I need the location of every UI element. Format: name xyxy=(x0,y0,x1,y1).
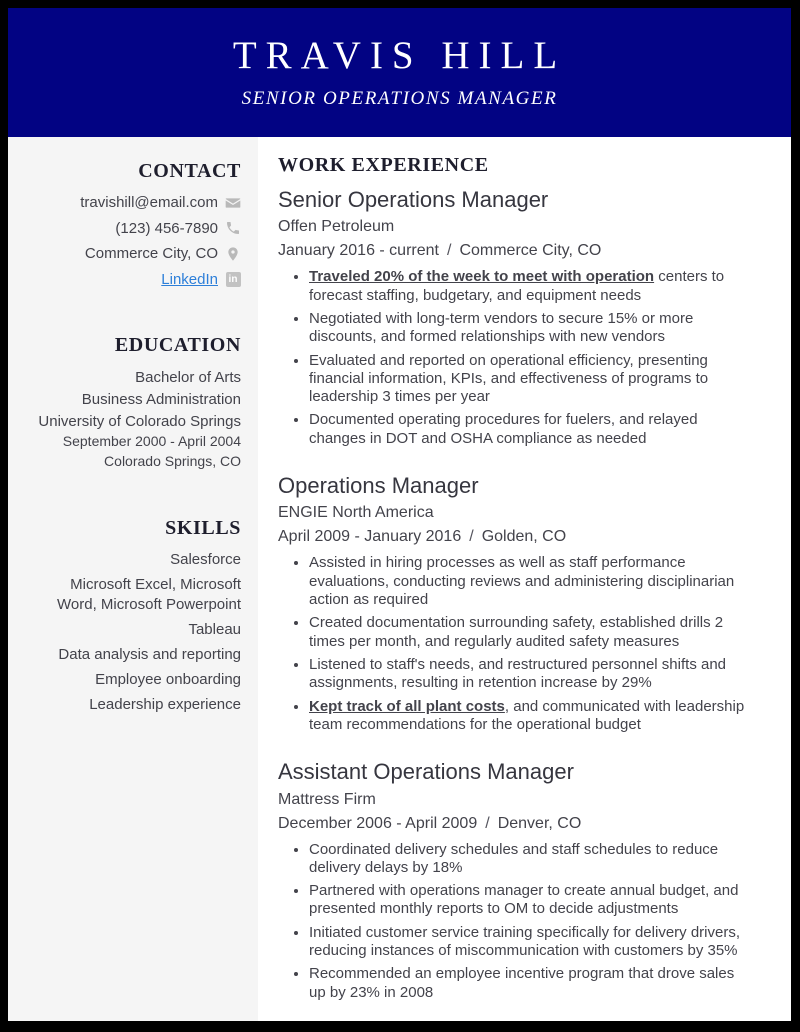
job-meta-separator: / xyxy=(446,242,452,260)
education-location: Colorado Springs, CO xyxy=(104,453,241,470)
contact-location: Commerce City, CO xyxy=(84,245,218,262)
bullet-item: • Traveled 20% of the week to meet with operation centers to forecast staffing, budgetary, and equipment needs xyxy=(309,268,753,305)
bullet-item: • Initiated customer service training specifically for delivery drivers, reducing instances of miscommunication with customers by 35% xyxy=(309,924,753,961)
contact-phone: (123) 456-7890 xyxy=(115,219,218,237)
job-title: Senior Operations Manager xyxy=(278,187,549,212)
job-meta-separator: / xyxy=(469,528,474,546)
education-heading: EDUCATION xyxy=(114,334,241,356)
jobs-container xyxy=(278,187,753,1002)
job-entry xyxy=(278,759,753,1002)
job-dates: December 2006 - April 2009 xyxy=(278,814,478,832)
location-pin-icon xyxy=(225,246,241,262)
contact-section xyxy=(30,159,241,289)
skill-item: Data analysis and reporting xyxy=(58,645,241,663)
job-dates: January 2016 - current xyxy=(278,242,439,260)
bullet-emphasis: Kept track of all plant costs xyxy=(309,697,505,715)
contact-email-row xyxy=(30,193,241,213)
bullet-item: • Negotiated with long-term vendors to secure 15% or more discounts, and formed relationships with new vendors xyxy=(309,310,753,347)
skill-item: Microsoft Excel, Microsoft Word, Microsoft Powerpoint xyxy=(57,575,241,613)
bullet-item: • Listened to staff's needs, and restructured personnel shifts and assignments, resulting in retention increase by 29% xyxy=(309,656,753,693)
email-icon xyxy=(225,195,241,211)
bullet-item: • Created documentation surrounding safety, established drills 2 times per month, and regularly audited safety measures xyxy=(309,614,753,651)
job-meta-separator: / xyxy=(485,814,490,832)
skills-list xyxy=(30,550,241,715)
job-bullet-list xyxy=(278,554,753,734)
bullet-item: • Kept track of all plant costs, and communicated with leadership team recommendations for the operational budget xyxy=(309,698,753,735)
contact-email: travishill@email.com xyxy=(80,194,218,211)
education-section xyxy=(30,333,241,472)
education-degree: Bachelor of Arts xyxy=(135,369,241,386)
skills-section xyxy=(30,516,241,715)
skill-item: Tableau xyxy=(188,620,241,638)
job-location: Commerce City, CO xyxy=(459,242,602,260)
contact-heading: CONTACT xyxy=(138,160,241,182)
job-location: Denver, CO xyxy=(497,814,582,832)
resume-page xyxy=(8,8,791,1021)
person-name: TRAVIS HILL xyxy=(232,34,567,78)
job-company: Offen Petroleum xyxy=(278,218,395,236)
job-meta xyxy=(278,527,753,547)
job-bullet-list xyxy=(278,841,753,1002)
job-title: Assistant Operations Manager xyxy=(278,759,574,785)
skill-item: Salesforce xyxy=(170,551,241,568)
person-job-title: SENIOR OPERATIONS MANAGER xyxy=(241,87,558,109)
bullet-item: • Partnered with operations manager to create annual budget, and presented monthly reports to OM to decide adjustments xyxy=(309,882,753,919)
job-bullet-list xyxy=(278,268,753,448)
contact-location-row xyxy=(30,244,241,264)
education-dates: September 2000 - April 2004 xyxy=(62,433,241,450)
linkedin-icon: in xyxy=(225,271,241,287)
phone-icon xyxy=(225,220,241,236)
job-title: Operations Manager xyxy=(278,473,479,499)
bullet-item: • Coordinated delivery schedules and staff schedules to reduce delivery delays by 18% xyxy=(309,841,753,878)
skills-heading: SKILLS xyxy=(165,517,241,539)
skill-item: Employee onboarding xyxy=(95,670,241,688)
education-school: University of Colorado Springs xyxy=(38,412,241,430)
job-company: Mattress Firm xyxy=(278,790,376,808)
job-entry xyxy=(278,187,753,448)
job-dates: April 2009 - January 2016 xyxy=(278,528,462,546)
job-location: Golden, CO xyxy=(481,528,567,546)
bullet-item: • Evaluated and reported on operational efficiency, presenting financial information, KPIs, and effectiveness of programs to leadership 3 times per year xyxy=(309,352,753,407)
contact-phone-row xyxy=(30,219,241,239)
job-entry xyxy=(278,473,753,734)
job-meta xyxy=(278,241,753,261)
education-major: Business Administration xyxy=(81,390,241,408)
work-experience-heading: WORK EXPERIENCE xyxy=(278,154,489,176)
bullet-emphasis: Traveled 20% of the week to meet with operation xyxy=(309,268,655,286)
main-content xyxy=(258,137,791,1021)
skill-item: Leadership experience xyxy=(89,695,241,713)
job-meta xyxy=(278,814,753,834)
resume-header xyxy=(8,8,791,137)
bullet-item: • Assisted in hiring processes as well as staff performance evaluations, conducting reviews and administering disciplinarian action as required xyxy=(309,554,753,609)
job-company: ENGIE North America xyxy=(278,504,434,522)
sidebar xyxy=(8,137,258,1021)
bullet-item: • Documented operating procedures for fuelers, and relayed changes in DOT and OSHA compliance as needed xyxy=(309,411,753,448)
bullet-item: • Recommended an employee incentive program that drove sales up by 23% in 2008 xyxy=(309,965,753,1002)
linkedin-link[interactable]: LinkedIn xyxy=(161,270,218,288)
resume-body xyxy=(8,137,791,1021)
contact-linkedin-row xyxy=(30,270,241,290)
